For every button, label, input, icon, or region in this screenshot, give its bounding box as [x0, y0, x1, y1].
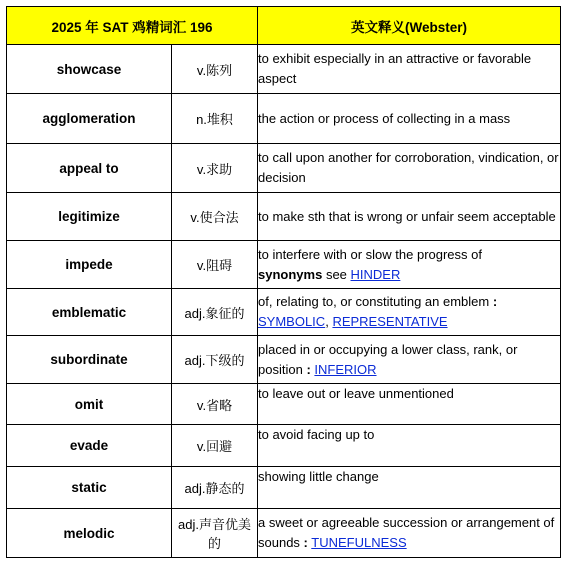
header-definition: 英文释义(Webster)	[258, 7, 561, 45]
definition-cell	[258, 289, 561, 336]
definition-cell	[258, 509, 561, 558]
word-cell: impede	[7, 241, 172, 289]
see-text: see	[325, 266, 347, 282]
table-row	[7, 384, 561, 425]
definition-text: to interfere with or slow the progress of	[258, 246, 482, 262]
table-row	[7, 425, 561, 467]
table-row	[7, 509, 561, 558]
pos-cell: n.堆积	[172, 94, 258, 144]
vocabulary-table	[6, 6, 561, 558]
pos-cell: adj.下级的	[172, 336, 258, 384]
word-cell: static	[7, 467, 172, 509]
synonym-link-representative[interactable]: REPRESENTATIVE	[332, 314, 448, 329]
table-row	[7, 94, 561, 144]
definition-text: to leave out or leave unmentioned	[258, 386, 454, 401]
synonym-link-inferior[interactable]: INFERIOR	[314, 361, 377, 377]
pos-cell: v.阻碍	[172, 241, 258, 289]
colon: :	[492, 294, 498, 309]
definition-cell	[258, 467, 561, 509]
pos-cell: adj.象征的	[172, 289, 258, 336]
table-row	[7, 467, 561, 509]
definition-text: to call upon another for corroboration, vindication, or decision	[258, 150, 559, 185]
colon: :	[306, 361, 311, 377]
definition-cell	[258, 193, 561, 241]
pos-cell: adj.声音优美的	[172, 509, 258, 558]
synonym-link-symbolic[interactable]: SYMBOLIC	[258, 314, 326, 329]
definition-text: placed in or occupying a lower class, rank, or position	[258, 341, 518, 377]
pos-cell: v.求助	[172, 144, 258, 193]
definition-text: the action or process of collecting in a mass	[258, 110, 511, 126]
definition-text: showing little change	[258, 469, 379, 484]
colon: :	[303, 535, 308, 550]
table-row	[7, 289, 561, 336]
definition-cell	[258, 144, 561, 193]
synonym-link-tunefulness[interactable]: TUNEFULNESS	[311, 535, 407, 550]
synonym-link-hinder[interactable]: HINDER	[350, 266, 401, 282]
word-cell: showcase	[7, 45, 172, 94]
definition-cell	[258, 94, 561, 144]
word-cell: evade	[7, 425, 172, 467]
table-row	[7, 45, 561, 94]
pos-cell: v.省略	[172, 384, 258, 425]
pos-cell: v.陈列	[172, 45, 258, 94]
definition-text: to exhibit especially in an attractive or favorable aspect	[258, 51, 532, 86]
definition-cell	[258, 384, 561, 425]
definition-cell	[258, 241, 561, 289]
word-cell: omit	[7, 384, 172, 425]
table-row	[7, 193, 561, 241]
pos-cell: v.使合法	[172, 193, 258, 241]
word-cell: subordinate	[7, 336, 172, 384]
pos-cell: adj.静态的	[172, 467, 258, 509]
definition-text: to avoid facing up to	[258, 427, 375, 442]
word-cell: agglomeration	[7, 94, 172, 144]
word-cell: appeal to	[7, 144, 172, 193]
table-row	[7, 241, 561, 289]
header-row	[7, 7, 561, 45]
table-row	[7, 336, 561, 384]
definition-text: to make sth that is wrong or unfair seem acceptable	[258, 208, 556, 224]
separator: ,	[325, 314, 329, 329]
pos-cell: v.回避	[172, 425, 258, 467]
definition-cell	[258, 336, 561, 384]
definition-cell	[258, 425, 561, 467]
definition-text: a sweet or agreeable succession or arrangement of sounds	[258, 515, 555, 550]
table-row	[7, 144, 561, 193]
definition-cell	[258, 45, 561, 94]
header-title: 2025 年 SAT 鸡精词汇 196	[7, 7, 258, 45]
synonyms-label: synonyms	[258, 266, 323, 282]
word-cell: melodic	[7, 509, 172, 558]
word-cell: legitimize	[7, 193, 172, 241]
definition-text: of, relating to, or constituting an emblem	[258, 294, 490, 309]
word-cell: emblematic	[7, 289, 172, 336]
